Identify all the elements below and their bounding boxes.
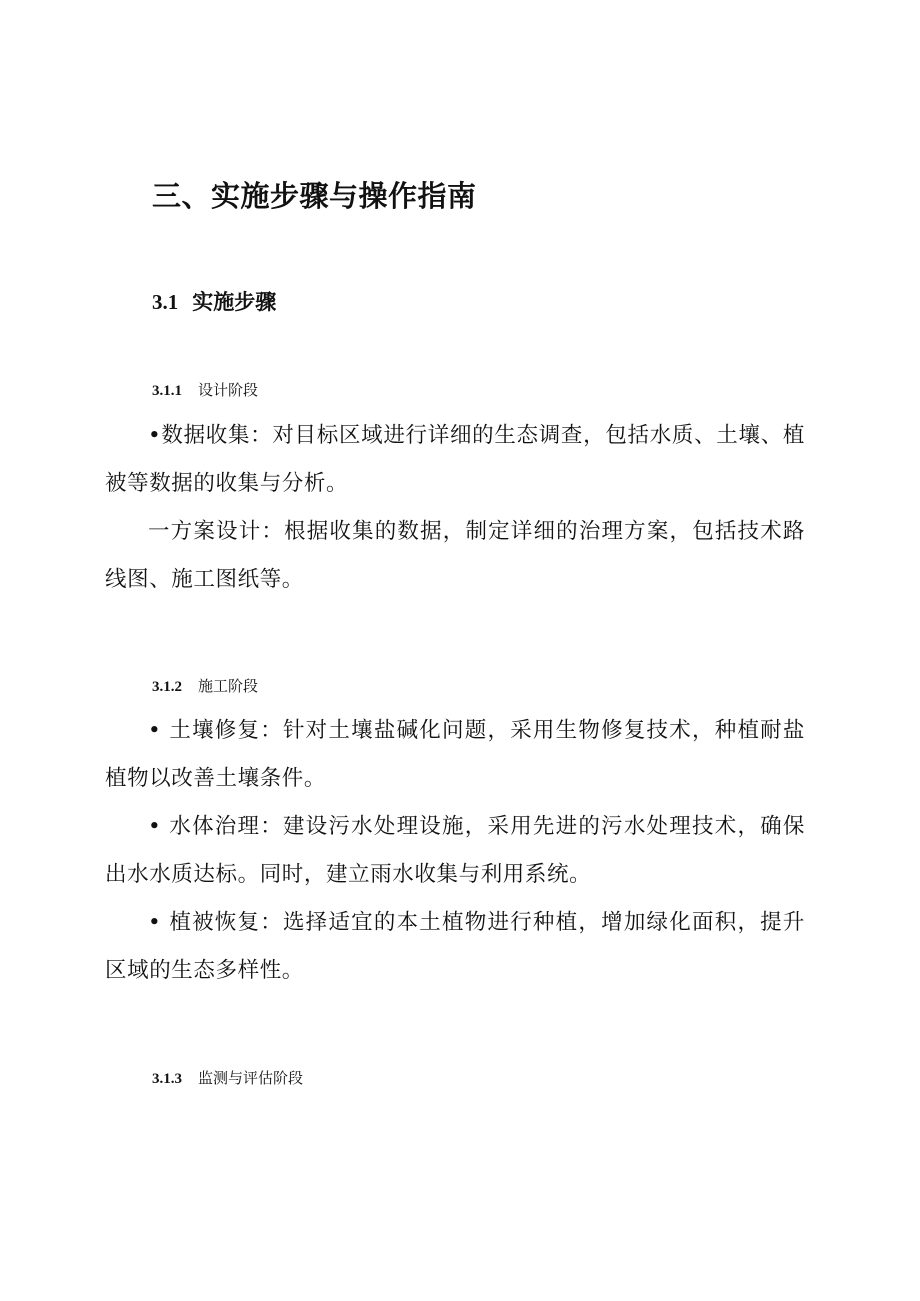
subsection-title: 施工阶段 [198, 677, 259, 695]
subsection-number: 3.1.1 [152, 383, 182, 399]
section-title: 实施步骤 [192, 290, 277, 314]
subsection-number: 3.1.2 [152, 679, 182, 695]
subsection-heading-design [152, 379, 258, 400]
paragraph-water-treatment: • 水体治理：建设污水处理设施，采用先进的污水处理技术，确保出水水质达标。同时，建立雨水收集与利用系统。 [105, 814, 805, 887]
subsection-heading-construction [152, 675, 258, 696]
subsection-number: 3.1.3 [152, 1071, 182, 1087]
subsection-title: 设计阶段 [198, 381, 259, 399]
section-heading [152, 286, 276, 316]
paragraph-vegetation-restoration: • 植被恢复：选择适宜的本土植物进行种植，增加绿化面积，提升区域的生态多样性。 [105, 910, 805, 983]
chapter-heading: 三、实施步骤与操作指南 [152, 179, 477, 213]
paragraph-data-collection: •数据收集：对目标区域进行详细的生态调查，包括水质、土壤、植被等数据的收集与分析。 [105, 423, 805, 496]
paragraph-plan-design: 一方案设计：根据收集的数据，制定详细的治理方案，包括技术路线图、施工图纸等。 [105, 519, 805, 592]
subsection-heading-monitoring [152, 1067, 303, 1088]
paragraph-soil-repair: • 土壤修复：针对土壤盐碱化问题，采用生物修复技术，种植耐盐植物以改善土壤条件。 [105, 718, 805, 791]
section-number: 3.1 [152, 290, 179, 314]
subsection-title: 监测与评估阶段 [198, 1069, 304, 1087]
